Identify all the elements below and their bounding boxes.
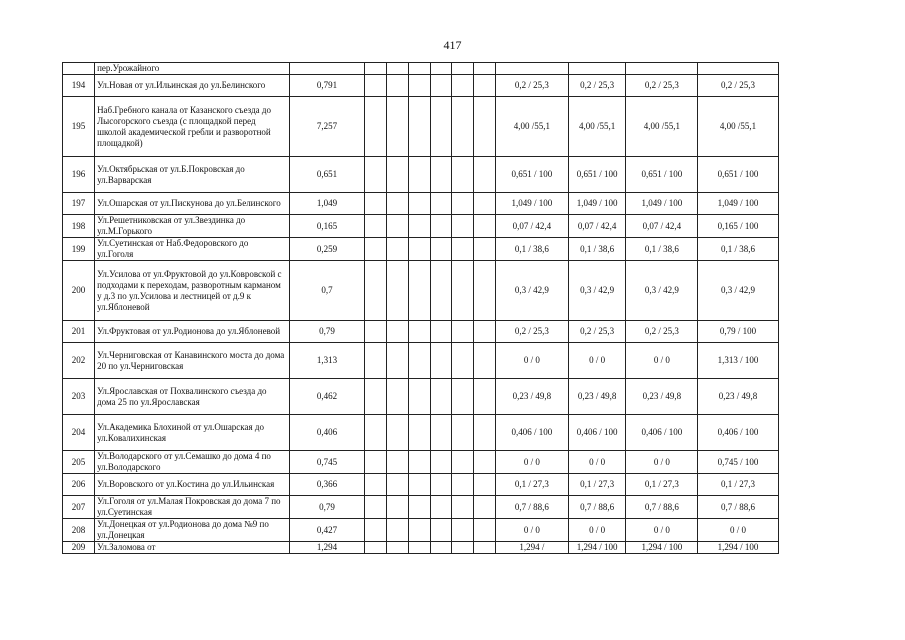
length-cell: 1,049	[289, 193, 365, 215]
row-number-cell: 203	[63, 379, 95, 415]
value-cell: 0 / 0	[626, 519, 698, 542]
value-cell: 0,406 / 100	[495, 415, 568, 451]
value-cell	[430, 75, 452, 97]
value-cell	[430, 97, 452, 157]
value-cell	[408, 379, 430, 415]
row-number-cell: 194	[63, 75, 95, 97]
value-cell: 4,00 /55,1	[495, 97, 568, 157]
value-cell: 0 / 0	[626, 451, 698, 474]
value-cell	[452, 542, 474, 554]
value-cell: 0,406 / 100	[626, 415, 698, 451]
value-cell	[430, 542, 452, 554]
value-cell	[387, 63, 409, 75]
table-row	[63, 75, 868, 97]
value-cell	[474, 157, 496, 193]
value-cell: 0 / 0	[495, 451, 568, 474]
value-cell: 0 / 0	[569, 519, 626, 542]
street-name-cell: Ул.Усилова от ул.Фруктовой до ул.Ковровской с подходами к переходам, разворотным карманом у д.3 по ул.Усилова и лестницей от д.9 к ул.Яблоневой	[95, 261, 290, 321]
value-cell	[452, 75, 474, 97]
value-cell	[387, 519, 409, 542]
value-cell	[452, 519, 474, 542]
street-name-cell: Ул.Гоголя от ул.Малая Покровская до дома 7 по ул.Суетинская	[95, 496, 290, 519]
value-cell: 0,1 / 38,6	[495, 238, 568, 261]
value-cell	[474, 261, 496, 321]
value-cell	[474, 451, 496, 474]
value-cell	[365, 474, 387, 496]
row-number-cell	[63, 63, 95, 75]
value-cell	[452, 97, 474, 157]
value-cell	[408, 496, 430, 519]
value-cell	[387, 542, 409, 554]
value-cell	[408, 343, 430, 379]
street-name-cell: Ул.Ярославская от Похвалинского съезда до дома 25 по ул.Ярославская	[95, 379, 290, 415]
value-cell: 0,7 / 88,6	[569, 496, 626, 519]
value-cell: 0,7 / 88,6	[698, 496, 778, 519]
value-cell	[474, 474, 496, 496]
table-row	[63, 474, 868, 496]
value-cell	[387, 321, 409, 343]
value-cell	[408, 261, 430, 321]
street-name-cell: Ул.Новая от ул.Ильинская до ул.Белинского	[95, 75, 290, 97]
value-cell	[387, 157, 409, 193]
row-number-cell: 202	[63, 343, 95, 379]
value-cell: 0,406 / 100	[698, 415, 778, 451]
value-cell	[365, 343, 387, 379]
value-cell: 0,651 / 100	[626, 157, 698, 193]
value-cell	[387, 474, 409, 496]
value-cell	[452, 238, 474, 261]
value-cell	[408, 451, 430, 474]
table-body	[63, 63, 868, 554]
value-cell: 0 / 0	[626, 343, 698, 379]
value-cell	[430, 343, 452, 379]
value-cell: 0,07 / 42,4	[495, 215, 568, 238]
value-cell	[387, 343, 409, 379]
value-cell	[365, 542, 387, 554]
length-cell: 0,7	[289, 261, 365, 321]
table-row	[63, 63, 868, 75]
value-cell	[452, 261, 474, 321]
length-cell: 0,406	[289, 415, 365, 451]
row-number-cell: 204	[63, 415, 95, 451]
value-cell	[430, 63, 452, 75]
value-cell	[430, 379, 452, 415]
length-cell: 1,313	[289, 343, 365, 379]
value-cell: 0,23 / 49,8	[698, 379, 778, 415]
value-cell	[474, 542, 496, 554]
length-cell: 0,366	[289, 474, 365, 496]
value-cell: 0 / 0	[569, 343, 626, 379]
value-cell	[408, 157, 430, 193]
value-cell: 1,294 / 100	[626, 542, 698, 554]
value-cell	[430, 519, 452, 542]
value-cell	[474, 63, 496, 75]
value-cell	[365, 157, 387, 193]
value-cell	[430, 238, 452, 261]
value-cell	[474, 343, 496, 379]
value-cell	[474, 238, 496, 261]
row-number-cell: 207	[63, 496, 95, 519]
value-cell	[387, 75, 409, 97]
value-cell	[430, 261, 452, 321]
table-row	[63, 519, 868, 542]
value-cell: 0,1 / 38,6	[569, 238, 626, 261]
value-cell: 0,23 / 49,8	[569, 379, 626, 415]
table-row	[63, 321, 868, 343]
length-cell: 0,79	[289, 496, 365, 519]
length-cell: 0,791	[289, 75, 365, 97]
value-cell: 1,049 / 100	[495, 193, 568, 215]
value-cell	[474, 193, 496, 215]
table-row	[63, 379, 868, 415]
table-row	[63, 238, 868, 261]
street-name-cell: Ул.Воровского от ул.Костина до ул.Ильинская	[95, 474, 290, 496]
row-number-cell: 209	[63, 542, 95, 554]
value-cell: 4,00 /55,1	[569, 97, 626, 157]
street-name-cell: Ул.Володарского от ул.Семашко до дома 4 по ул.Володарского	[95, 451, 290, 474]
value-cell: 0,07 / 42,4	[626, 215, 698, 238]
value-cell	[452, 63, 474, 75]
value-cell: 0 / 0	[698, 519, 778, 542]
length-cell	[289, 63, 365, 75]
value-cell: 0,165 / 100	[698, 215, 778, 238]
table-row	[63, 97, 868, 157]
value-cell	[474, 97, 496, 157]
value-cell	[474, 415, 496, 451]
value-cell	[408, 238, 430, 261]
value-cell: 1,049 / 100	[698, 193, 778, 215]
value-cell: 0,3 / 42,9	[495, 261, 568, 321]
value-cell	[365, 215, 387, 238]
value-cell: 0,1 / 27,3	[698, 474, 778, 496]
value-cell: 0,745 / 100	[698, 451, 778, 474]
street-name-cell: Ул.Черниговская от Канавинского моста до дома 20 по ул.Черниговская	[95, 343, 290, 379]
value-cell: 0,07 / 42,4	[569, 215, 626, 238]
value-cell: 0,2 / 25,3	[569, 75, 626, 97]
value-cell	[452, 415, 474, 451]
value-cell	[365, 415, 387, 451]
value-cell: 4,00 /55,1	[626, 97, 698, 157]
value-cell: 1,294 / 100	[698, 542, 778, 554]
value-cell: 0,7 / 88,6	[626, 496, 698, 519]
value-cell: 1,049 / 100	[626, 193, 698, 215]
value-cell	[430, 474, 452, 496]
value-cell: 0,651 / 100	[495, 157, 568, 193]
table-row	[63, 542, 868, 554]
value-cell	[474, 75, 496, 97]
value-cell	[430, 451, 452, 474]
value-cell	[408, 215, 430, 238]
value-cell	[387, 97, 409, 157]
value-cell	[452, 451, 474, 474]
value-cell	[452, 379, 474, 415]
value-cell	[452, 321, 474, 343]
value-cell	[452, 474, 474, 496]
value-cell	[365, 75, 387, 97]
value-cell	[387, 496, 409, 519]
street-name-cell: Ул.Донецкая от ул.Родионова до дома №9 по ул.Донецкая	[95, 519, 290, 542]
value-cell: 0,1 / 27,3	[569, 474, 626, 496]
street-name-cell: Ул.Октябрьская от ул.Б.Покровская до ул.Варварская	[95, 157, 290, 193]
value-cell: 0,1 / 27,3	[626, 474, 698, 496]
row-number-cell: 201	[63, 321, 95, 343]
value-cell	[365, 261, 387, 321]
value-cell	[452, 157, 474, 193]
value-cell: 0,3 / 42,9	[569, 261, 626, 321]
length-cell: 0,259	[289, 238, 365, 261]
street-name-cell: Ул.Решетниковская от ул.Звездинка до ул.М.Горького	[95, 215, 290, 238]
value-cell	[365, 519, 387, 542]
street-name-cell: Ул.Ошарская от ул.Пискунова до ул.Белинского	[95, 193, 290, 215]
value-cell	[365, 193, 387, 215]
value-cell: 0,2 / 25,3	[626, 75, 698, 97]
row-number-cell: 205	[63, 451, 95, 474]
table-row	[63, 496, 868, 519]
value-cell	[430, 415, 452, 451]
value-cell: 0,3 / 42,9	[626, 261, 698, 321]
value-cell	[365, 238, 387, 261]
value-cell	[408, 542, 430, 554]
value-cell: 0,1 / 38,6	[698, 238, 778, 261]
value-cell: 0,2 / 25,3	[626, 321, 698, 343]
value-cell	[408, 415, 430, 451]
value-cell	[430, 215, 452, 238]
value-cell	[430, 321, 452, 343]
value-cell: 0,3 / 42,9	[698, 261, 778, 321]
value-cell: 0,406 / 100	[569, 415, 626, 451]
table-row	[63, 451, 868, 474]
table-row	[63, 261, 868, 321]
value-cell	[474, 496, 496, 519]
value-cell	[569, 63, 626, 75]
value-cell	[430, 157, 452, 193]
row-number-cell: 208	[63, 519, 95, 542]
row-number-cell: 197	[63, 193, 95, 215]
value-cell: 0,651 / 100	[569, 157, 626, 193]
value-cell: 0,1 / 27,3	[495, 474, 568, 496]
value-cell	[408, 63, 430, 75]
value-cell	[365, 321, 387, 343]
value-cell: 0,651 / 100	[698, 157, 778, 193]
value-cell	[387, 238, 409, 261]
value-cell: 1,294 / 100	[569, 542, 626, 554]
value-cell	[365, 63, 387, 75]
street-name-cell: Ул.Суетинская от Наб.Федоровского до ул.Гоголя	[95, 238, 290, 261]
value-cell	[365, 97, 387, 157]
value-cell: 1,313 / 100	[698, 343, 778, 379]
value-cell	[452, 193, 474, 215]
page-number: 417	[443, 38, 462, 52]
value-cell	[474, 379, 496, 415]
length-cell: 1,294	[289, 542, 365, 554]
value-cell	[408, 519, 430, 542]
length-cell: 0,427	[289, 519, 365, 542]
value-cell	[430, 193, 452, 215]
value-cell: 0,2 / 25,3	[698, 75, 778, 97]
value-cell: 0 / 0	[569, 451, 626, 474]
table-row	[63, 415, 868, 451]
value-cell: 0,79 / 100	[698, 321, 778, 343]
length-cell: 0,165	[289, 215, 365, 238]
value-cell	[698, 63, 778, 75]
roads-table	[62, 62, 868, 554]
row-number-cell: 199	[63, 238, 95, 261]
value-cell: 1,049 / 100	[569, 193, 626, 215]
value-cell: 0,1 / 38,6	[626, 238, 698, 261]
value-cell: 0,2 / 25,3	[495, 321, 568, 343]
length-cell: 7,257	[289, 97, 365, 157]
value-cell	[387, 451, 409, 474]
value-cell	[474, 215, 496, 238]
table-row	[63, 157, 868, 193]
length-cell: 0,79	[289, 321, 365, 343]
table-row	[63, 193, 868, 215]
street-name-cell: Наб.Гребного канала от Казанского съезда до Лысогорского съезда (с площадкой перед школой академической гребли и разворотной площадкой)	[95, 97, 290, 157]
value-cell: 1,294 /	[495, 542, 568, 554]
value-cell	[430, 496, 452, 519]
value-cell	[387, 261, 409, 321]
row-number-cell: 206	[63, 474, 95, 496]
value-cell	[408, 321, 430, 343]
value-cell	[365, 451, 387, 474]
table-row	[63, 343, 868, 379]
street-name-cell: Ул.Академика Блохиной от ул.Ошарская до ул.Ковалихинская	[95, 415, 290, 451]
value-cell	[365, 379, 387, 415]
length-cell: 0,462	[289, 379, 365, 415]
street-name-cell: Ул.Заломова от	[95, 542, 290, 554]
value-cell	[452, 496, 474, 519]
value-cell	[626, 63, 698, 75]
value-cell	[387, 215, 409, 238]
value-cell: 0,2 / 25,3	[569, 321, 626, 343]
value-cell	[474, 321, 496, 343]
street-name-cell: Ул.Фруктовая от ул.Родионова до ул.Яблоневой	[95, 321, 290, 343]
street-name-cell: пер.Урожайного	[95, 63, 290, 75]
value-cell	[452, 343, 474, 379]
value-cell	[474, 519, 496, 542]
value-cell: 0,7 / 88,6	[495, 496, 568, 519]
table-row	[63, 215, 868, 238]
value-cell: 0 / 0	[495, 343, 568, 379]
row-number-cell: 198	[63, 215, 95, 238]
value-cell: 0,23 / 49,8	[626, 379, 698, 415]
value-cell: 0,23 / 49,8	[495, 379, 568, 415]
row-number-cell: 195	[63, 97, 95, 157]
value-cell	[387, 415, 409, 451]
value-cell	[408, 474, 430, 496]
row-number-cell: 200	[63, 261, 95, 321]
row-number-cell: 196	[63, 157, 95, 193]
value-cell	[408, 75, 430, 97]
value-cell	[452, 215, 474, 238]
length-cell: 0,651	[289, 157, 365, 193]
value-cell	[387, 193, 409, 215]
value-cell: 0,2 / 25,3	[495, 75, 568, 97]
value-cell	[387, 379, 409, 415]
value-cell: 0 / 0	[495, 519, 568, 542]
value-cell	[408, 193, 430, 215]
value-cell	[408, 97, 430, 157]
value-cell: 4,00 /55,1	[698, 97, 778, 157]
value-cell	[495, 63, 568, 75]
value-cell	[365, 496, 387, 519]
length-cell: 0,745	[289, 451, 365, 474]
